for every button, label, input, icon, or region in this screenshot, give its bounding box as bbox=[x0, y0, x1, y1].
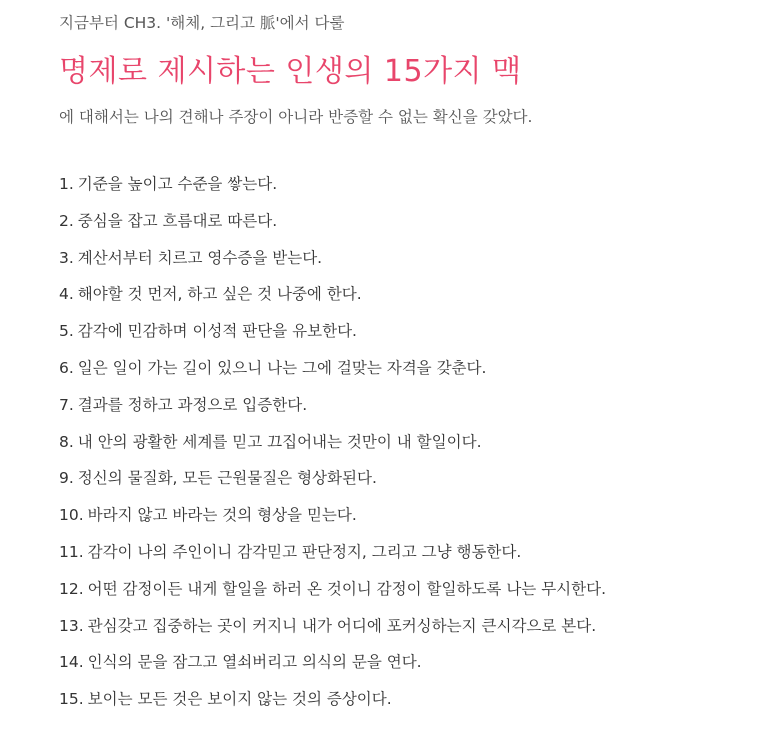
proposition-list bbox=[59, 173, 749, 710]
proposition-item bbox=[59, 651, 749, 673]
article-body bbox=[59, 0, 749, 725]
proposition-text: 결과를 정하고 과정으로 입증한다. bbox=[77, 395, 308, 414]
tagline-text: 에 대해서는 나의 견해나 주장이 아니라 반증할 수 없는 확신을 갖았다. bbox=[59, 108, 533, 126]
proposition-item bbox=[59, 541, 749, 563]
proposition-item bbox=[59, 320, 749, 342]
proposition-number: 10. bbox=[59, 506, 84, 525]
proposition-text: 내 안의 광활한 세계를 믿고 끄집어내는 것만이 내 할일이다. bbox=[77, 432, 482, 451]
proposition-text: 기준을 높이고 수준을 쌓는다. bbox=[77, 175, 278, 193]
proposition-item bbox=[59, 504, 749, 526]
intro-text: 지금부터 CH3. '해체, 그리고 脈'에서 다룰 bbox=[59, 14, 345, 32]
proposition-number: 5. bbox=[59, 322, 74, 341]
proposition-number: 1. bbox=[59, 175, 74, 193]
proposition-text: 계산서부터 치르고 영수증을 받는다. bbox=[77, 248, 323, 267]
proposition-item bbox=[59, 394, 749, 416]
proposition-item bbox=[59, 210, 749, 232]
proposition-text: 보이는 모든 것은 보이지 않는 것의 증상이다. bbox=[87, 690, 392, 709]
proposition-text: 정신의 물질화, 모든 근원물질은 형상화된다. bbox=[77, 469, 377, 488]
proposition-number: 2. bbox=[59, 211, 74, 230]
proposition-item bbox=[59, 247, 749, 269]
proposition-text: 중심을 잡고 흐름대로 따른다. bbox=[77, 211, 278, 230]
proposition-number: 7. bbox=[59, 395, 74, 414]
proposition-text: 감각에 민감하며 이성적 판단을 유보한다. bbox=[77, 322, 357, 341]
proposition-text: 일은 일이 가는 길이 있으니 나는 그에 걸맞는 자격을 갖춘다. bbox=[77, 358, 487, 377]
proposition-text: 어떤 감정이든 내게 할일을 하러 온 것이니 감정이 할일하도록 나는 무시한다. bbox=[87, 579, 607, 598]
proposition-number: 8. bbox=[59, 432, 74, 451]
proposition-text: 감각이 나의 주인이니 감각믿고 판단정지, 그리고 그냥 행동한다. bbox=[87, 542, 522, 561]
proposition-item bbox=[59, 578, 749, 600]
proposition-text: 해야할 것 먼저, 하고 싶은 것 나중에 한다. bbox=[77, 285, 362, 304]
proposition-number: 4. bbox=[59, 285, 74, 304]
proposition-text: 인식의 문을 잠그고 열쇠버리고 의식의 문을 연다. bbox=[87, 653, 422, 672]
proposition-number: 15. bbox=[59, 690, 84, 709]
proposition-item bbox=[59, 467, 749, 489]
proposition-number: 14. bbox=[59, 653, 84, 672]
proposition-item bbox=[59, 615, 749, 637]
proposition-item bbox=[59, 173, 749, 195]
proposition-number: 12. bbox=[59, 579, 84, 598]
proposition-text: 관심갖고 집중하는 곳이 커지니 내가 어디에 포커싱하는지 큰시각으로 본다. bbox=[87, 616, 597, 635]
headline: 명제로 제시하는 인생의 15가지 맥 bbox=[59, 54, 522, 89]
proposition-item bbox=[59, 357, 749, 379]
proposition-number: 11. bbox=[59, 542, 84, 561]
proposition-number: 3. bbox=[59, 248, 74, 267]
proposition-number: 6. bbox=[59, 358, 74, 377]
proposition-number: 13. bbox=[59, 616, 84, 635]
proposition-item bbox=[59, 431, 749, 453]
proposition-text: 바라지 않고 바라는 것의 형상을 믿는다. bbox=[87, 506, 357, 525]
proposition-item bbox=[59, 283, 749, 305]
proposition-number: 9. bbox=[59, 469, 74, 488]
proposition-item bbox=[59, 688, 749, 710]
